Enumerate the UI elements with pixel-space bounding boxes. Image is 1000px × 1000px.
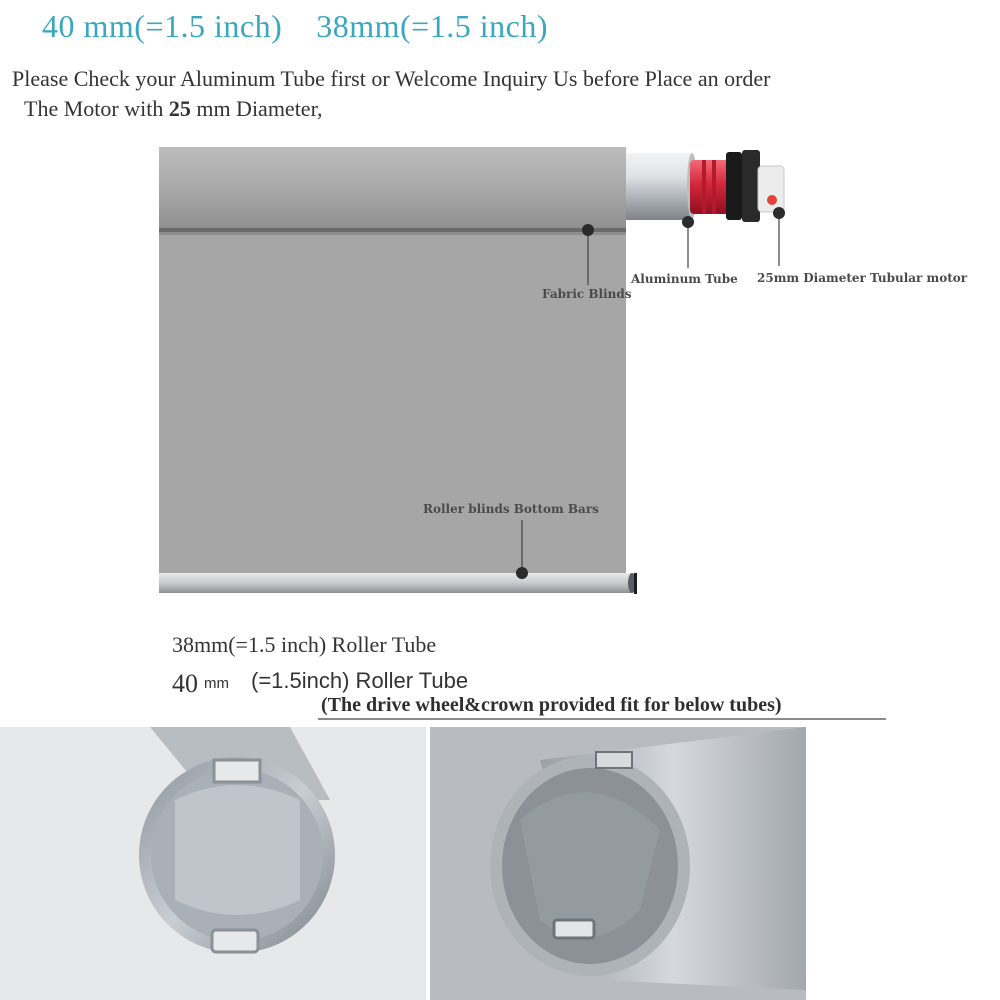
- aluminum-tube-label: Aluminum Tube: [631, 272, 738, 286]
- fabric-blind: [159, 147, 626, 593]
- compatibility-note: (The drive wheel&crown provided fit for below tubes): [321, 694, 782, 716]
- roller-tube-38mm-line: 38mm(=1.5 inch) Roller Tube: [172, 632, 437, 657]
- intro-line-2-suffix: mm Diameter,: [190, 96, 323, 121]
- tube-size-number: 40: [172, 669, 198, 698]
- bottom-bar-label: Roller blinds Bottom Bars: [423, 502, 599, 516]
- tube-size-text: (=1.5inch) Roller Tube: [251, 668, 469, 693]
- page-title: 40 mm(=1.5 inch) 38mm(=1.5 inch): [42, 8, 548, 44]
- aluminum-tube-graphic: [626, 153, 697, 220]
- callout-aluminum: [682, 216, 694, 268]
- intro-line-2-number: 25: [168, 96, 191, 121]
- tubular-motor-graphic: [690, 150, 784, 222]
- fabric-blinds-label: Fabric Blinds: [542, 287, 632, 301]
- motor-label: 25mm Diameter Tubular motor: [757, 271, 968, 285]
- intro-line-1: Please Check your Aluminum Tube first or Welcome Inquiry Us before Place an order: [12, 66, 771, 91]
- intro-line-2-prefix: The Motor with: [24, 96, 169, 121]
- callout-motor: [773, 207, 785, 266]
- tube-size-unit: mm: [204, 675, 229, 692]
- tube-photo-1: [0, 727, 426, 1000]
- note-underline: [318, 718, 886, 720]
- bottom-bar-graphic: [159, 573, 637, 594]
- tube-photo-2: [430, 727, 806, 1000]
